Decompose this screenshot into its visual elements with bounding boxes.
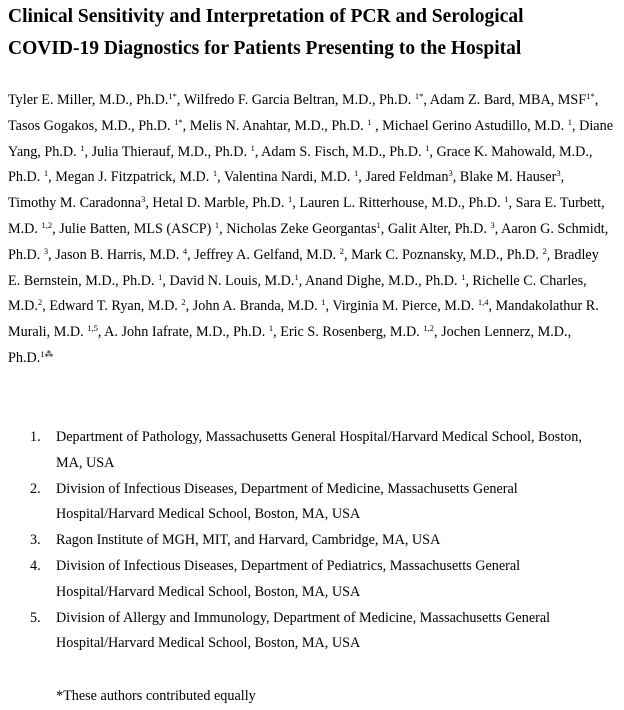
author xyxy=(224,169,365,185)
author-separator: , xyxy=(452,169,460,186)
affiliation-item xyxy=(0,528,596,554)
author-name: Julia Thierauf, M.D., Ph.D. xyxy=(91,143,251,160)
author xyxy=(49,298,192,314)
author-affiliation-marker: 1 xyxy=(504,194,509,205)
author-affiliation-marker: 1,2 xyxy=(41,219,53,230)
author-name: Jochen Lennerz, M.D., Ph.D. xyxy=(8,324,572,366)
author-name: Tyler E. Miller, M.D., Ph.D. xyxy=(8,92,169,108)
affiliation-text: Department of Pathology, Massachusetts General Hospital/Harvard Medical School, Boston, MA, USA xyxy=(56,429,582,471)
affiliation-list xyxy=(0,425,620,657)
author-affiliation-marker: 1 xyxy=(367,116,372,127)
author-affiliation-marker: 4 xyxy=(182,245,188,256)
author-affiliation-marker: 1 xyxy=(294,271,299,282)
author xyxy=(8,118,190,134)
author-affiliation-marker: 2 xyxy=(339,245,345,256)
author-separator: , xyxy=(344,246,352,263)
author-name: Julie Batten, MLS (ASCP) xyxy=(59,220,215,237)
affiliation-item xyxy=(0,554,596,606)
author-affiliation-marker: 3 xyxy=(556,168,561,179)
author-name: Bradley E. Bernstein, M.D., Ph.D. xyxy=(8,246,599,289)
author-name: Jason B. Harris, M.D. xyxy=(55,246,183,263)
author-affiliation-marker: 2 xyxy=(542,245,547,256)
author-separator: , xyxy=(176,92,184,108)
author-separator: , xyxy=(434,324,442,341)
author-separator: , xyxy=(494,220,502,237)
affiliation-text: Division of Allergy and Immunology, Department of Medicine, Massachusetts General Hospital/Harvard Medical School, Boston, MA, USA xyxy=(56,609,551,652)
author xyxy=(55,169,224,185)
author xyxy=(184,92,430,108)
author-affiliation-marker: 1,2 xyxy=(423,323,435,334)
author-name: Richelle C. Charles, M.D. xyxy=(8,272,587,315)
author-name: Adam S. Fisch, M.D., Ph.D. xyxy=(261,143,426,160)
author-name: Grace K. Mahowald, M.D., Ph.D. xyxy=(8,143,593,186)
author-separator: , xyxy=(217,169,224,186)
author-name: Galit Alter, Ph.D. xyxy=(387,220,491,237)
author-name: A. John Iafrate, M.D., Ph.D. xyxy=(104,324,269,341)
author xyxy=(226,221,388,237)
author-separator: , xyxy=(465,272,473,289)
author-affiliation-marker: 3 xyxy=(43,245,49,256)
author xyxy=(59,221,226,237)
affiliation-text: Ragon Institute of MGH, MIT, and Harvard, Cambridge, MA, USA xyxy=(56,532,441,549)
author-separator: , xyxy=(292,195,300,212)
affiliation-number: 2. xyxy=(30,480,41,497)
author-separator: , xyxy=(219,220,227,237)
author xyxy=(104,324,280,340)
author xyxy=(299,195,515,211)
author-separator: , xyxy=(508,195,516,212)
author-affiliation-marker: 1* xyxy=(586,91,595,101)
author-name: Nicholas Zeke Georgantas xyxy=(226,220,377,237)
author xyxy=(193,298,333,314)
author xyxy=(8,195,152,211)
author-name: Jared Feldman xyxy=(365,169,449,186)
author-affiliation-marker: 1 xyxy=(43,168,49,179)
author xyxy=(382,118,579,134)
author-separator: , xyxy=(380,220,388,237)
author-affiliation-marker: 2 xyxy=(37,297,43,308)
author xyxy=(190,118,382,134)
author-separator: , xyxy=(182,117,190,134)
author-affiliation-marker: 1* xyxy=(168,91,177,101)
author-separator: , xyxy=(42,298,50,315)
author-list xyxy=(8,88,614,372)
author-name: Tasos Gogakos, M.D., Ph.D. xyxy=(8,117,175,134)
author xyxy=(92,144,262,160)
author-affiliation-marker: 1* xyxy=(414,91,424,101)
author-name: Diane Yang, Ph.D. xyxy=(8,117,613,160)
author-separator: , xyxy=(187,246,195,263)
author-separator: , xyxy=(488,298,496,315)
author-separator: , xyxy=(371,117,383,134)
author xyxy=(152,195,299,211)
author-name: Edward T. Ryan, M.D. xyxy=(49,298,182,315)
paper-title xyxy=(8,1,608,65)
author-separator: , xyxy=(185,298,193,315)
author xyxy=(170,273,306,289)
author-separator: , xyxy=(429,143,437,160)
author-separator: , xyxy=(48,246,56,263)
author-name: Eric S. Rosenberg, M.D. xyxy=(280,324,424,341)
author-affiliation-marker: 1 xyxy=(567,116,573,127)
author-separator: , xyxy=(423,92,430,108)
author-separator: , xyxy=(560,169,565,186)
author xyxy=(365,169,459,185)
author-separator: , xyxy=(162,272,170,289)
affiliation-item xyxy=(0,606,596,658)
author-affiliation-marker: 1 xyxy=(268,323,274,334)
author-separator: , xyxy=(97,324,105,341)
author xyxy=(8,92,184,108)
author-name: Mark C. Poznansky, M.D., Ph.D. xyxy=(351,246,543,263)
author-affiliation-marker: 1 xyxy=(321,297,326,308)
author-affiliation-marker: 1,4 xyxy=(477,297,489,308)
author-name: Melis N. Anahtar, M.D., Ph.D. xyxy=(189,117,368,134)
author-name: Megan J. Fitzpatrick, M.D. xyxy=(55,169,213,186)
author xyxy=(55,247,194,263)
author-separator: , xyxy=(84,143,92,160)
author-affiliation-marker: 1 xyxy=(425,142,430,153)
author-separator: , xyxy=(52,220,60,237)
author-separator: , xyxy=(546,246,554,263)
author-name: Wilfredo F. Garcia Beltran, M.D., Ph.D. xyxy=(183,92,415,108)
author-affiliation-marker: 1,5 xyxy=(87,323,98,334)
affiliation-item xyxy=(0,425,596,477)
author-name: Timothy M. Caradonna xyxy=(8,195,142,212)
author-affiliation-marker: 1* xyxy=(174,116,183,127)
author-separator: , xyxy=(254,143,262,160)
author-separator: , xyxy=(145,195,153,212)
author xyxy=(332,298,495,314)
author-name: Virginia M. Pierce, M.D. xyxy=(332,298,478,315)
equal-contribution-footnote: *These authors contributed equally xyxy=(56,688,256,704)
author xyxy=(261,144,436,160)
author xyxy=(305,273,472,289)
author-affiliation-marker: 3 xyxy=(448,168,453,179)
author-name: Adam Z. Bard, MBA, MSF xyxy=(429,92,587,108)
author-affiliation-marker: 2 xyxy=(181,297,186,308)
author-affiliation-marker: 1 xyxy=(80,142,85,153)
author-separator: , xyxy=(594,92,599,108)
paper-title-line-2: COVID-19 Diagnostics for Patients Presenting to the Hospital xyxy=(8,38,522,59)
author-name: Michael Gerino Astudillo, M.D. xyxy=(382,117,568,134)
author xyxy=(194,247,351,263)
author-separator: , xyxy=(572,117,580,134)
author-affiliation-marker: 1 xyxy=(353,168,359,179)
author-name: Jeffrey A. Gelfand, M.D. xyxy=(194,246,340,263)
affiliation-number: 4. xyxy=(30,557,41,574)
author-affiliation-marker: 1⁂ xyxy=(40,348,54,359)
author xyxy=(280,324,441,340)
author-affiliation-marker: 1 xyxy=(158,271,163,282)
author-affiliation-marker: 1 xyxy=(214,219,220,230)
author-separator: , xyxy=(48,169,56,186)
author-name: Aaron G. Schmidt, Ph.D. xyxy=(8,220,609,263)
author xyxy=(430,92,599,108)
author-separator: , xyxy=(325,298,333,315)
author-affiliation-marker: 1 xyxy=(212,168,218,179)
affiliation-number: 1. xyxy=(30,429,41,445)
affiliation-number: 3. xyxy=(30,532,41,549)
paper-title-line-1: Clinical Sensitivity and Interpretation of PCR and Serological xyxy=(8,6,524,27)
author-affiliation-marker: 1 xyxy=(461,271,466,282)
author xyxy=(388,221,501,237)
author-separator: , xyxy=(298,272,305,289)
author-affiliation-marker: 1 xyxy=(287,194,293,205)
author-name: Valentina Nardi, M.D. xyxy=(223,169,354,186)
author xyxy=(351,247,554,263)
affiliation-number: 5. xyxy=(30,609,41,626)
author-affiliation-marker: 1 xyxy=(250,142,255,153)
author-name: Blake M. Hauser xyxy=(459,169,557,186)
author-affiliation-marker: 3 xyxy=(490,219,495,230)
author-affiliation-marker: 3 xyxy=(141,194,146,205)
author-name: Anand Dighe, M.D., Ph.D. xyxy=(305,272,462,289)
author-name: David N. Louis, M.D. xyxy=(169,272,295,289)
affiliation-text: Division of Infectious Diseases, Department of Medicine, Massachusetts General Hospital/Harvard Medical School, Boston, MA, USA xyxy=(56,480,518,523)
affiliation-item xyxy=(0,477,596,529)
author-affiliation-marker: 1 xyxy=(376,219,381,230)
author-name: John A. Branda, M.D. xyxy=(192,298,322,315)
author-name: Hetal D. Marble, Ph.D. xyxy=(152,195,288,212)
author-name: Mandakolathur R. Murali, M.D. xyxy=(8,298,599,341)
author-separator: , xyxy=(273,324,281,341)
author-name: Sara E. Turbett, M.D. xyxy=(8,195,605,237)
affiliation-text: Division of Infectious Diseases, Department of Pediatrics, Massachusetts General Hospital/Harvard Medical School, Boston, MA, USA xyxy=(56,557,521,600)
author-name: Lauren L. Ritterhouse, M.D., Ph.D. xyxy=(299,195,505,212)
author-separator: , xyxy=(358,169,366,186)
author xyxy=(460,169,564,185)
